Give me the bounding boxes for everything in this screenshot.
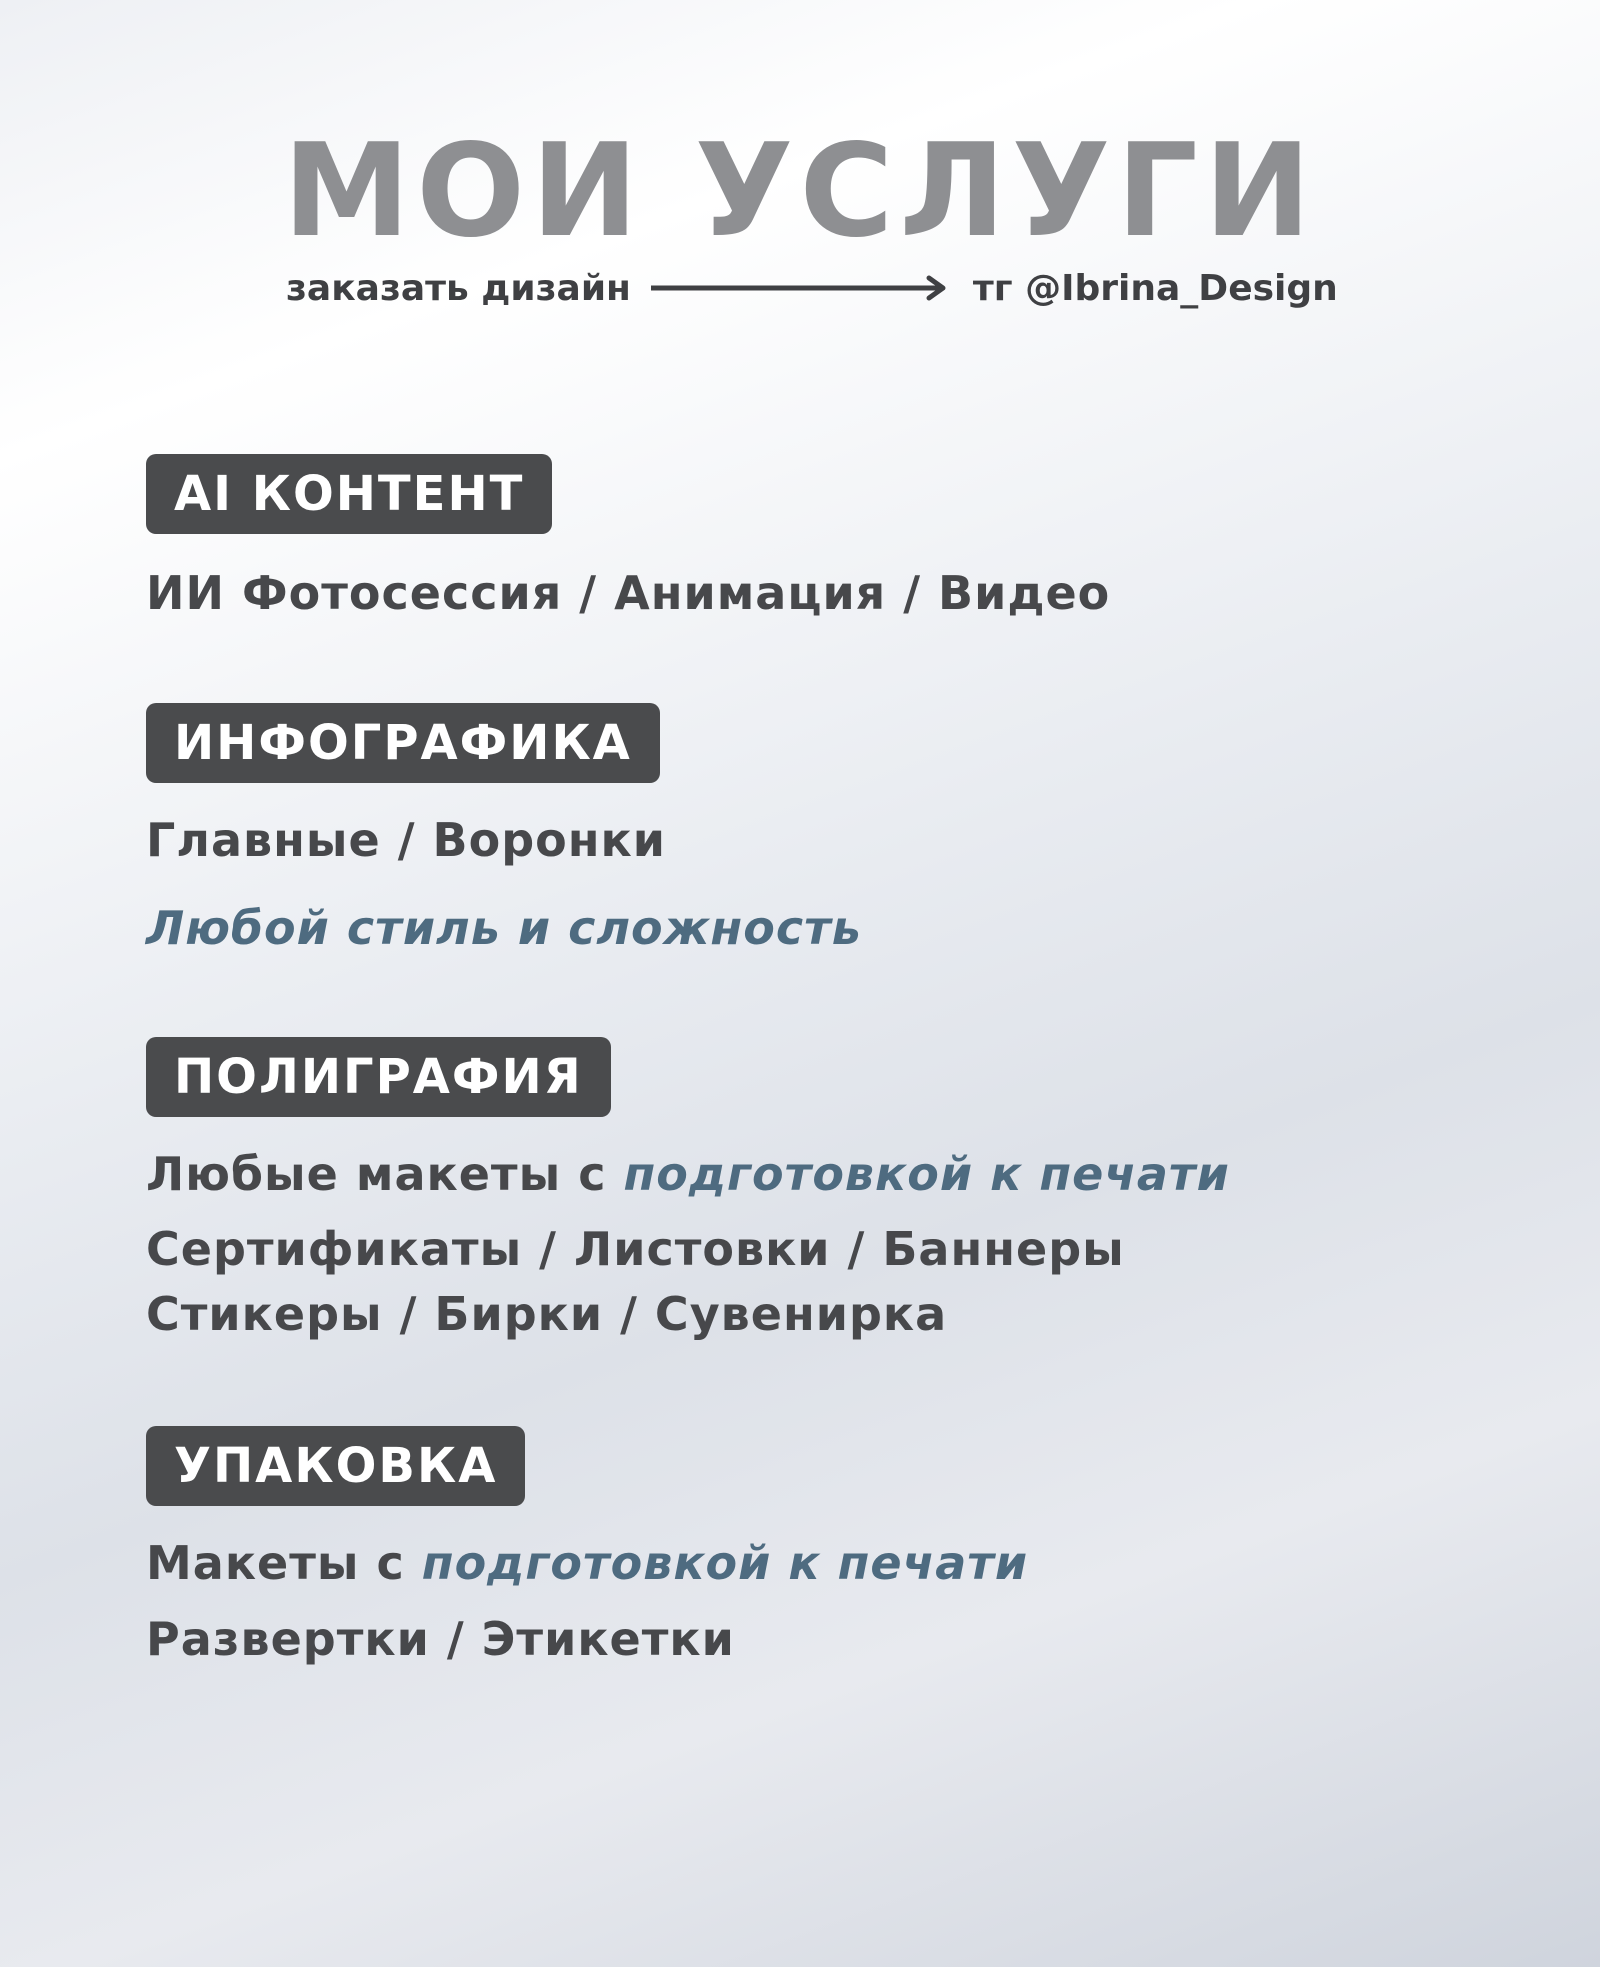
order-row bbox=[286, 266, 1338, 310]
section-badge-ai-content: AI КОНТЕНТ bbox=[146, 454, 552, 534]
printing-services-1: Сертификаты / Листовки / Баннеры bbox=[146, 1222, 1125, 1276]
ai-content-services: ИИ Фотосессия / Анимация / Видео bbox=[146, 566, 1111, 620]
packaging-layouts-text: Макеты с bbox=[146, 1536, 422, 1590]
infographics-services: Главные / Воронки bbox=[146, 813, 666, 867]
section-badge-infographics: ИНФОГРАФИКА bbox=[146, 703, 660, 783]
printing-layouts-text: Любые макеты с bbox=[146, 1147, 624, 1201]
section-badge-printing: ПОЛИГРАФИЯ bbox=[146, 1037, 611, 1117]
section-badge-packaging: УПАКОВКА bbox=[146, 1426, 525, 1506]
telegram-contact: тг @Ibrina_Design bbox=[972, 267, 1338, 309]
infographics-note: Любой стиль и сложность bbox=[146, 901, 862, 955]
arrow-right-icon bbox=[651, 273, 951, 303]
order-label: заказать дизайн bbox=[286, 267, 631, 309]
packaging-prep-accent: подготовкой к печати bbox=[421, 1536, 1029, 1590]
page-title: МОИ УСЛУГИ bbox=[282, 117, 1318, 266]
printing-services-2: Стикеры / Бирки / Сувенирка bbox=[146, 1287, 948, 1341]
printing-prep-accent: подготовкой к печати bbox=[623, 1147, 1230, 1201]
packaging-services: Развертки / Этикетки bbox=[146, 1612, 735, 1666]
packaging-layouts-line bbox=[146, 1538, 1028, 1589]
printing-layouts-line bbox=[146, 1149, 1230, 1200]
